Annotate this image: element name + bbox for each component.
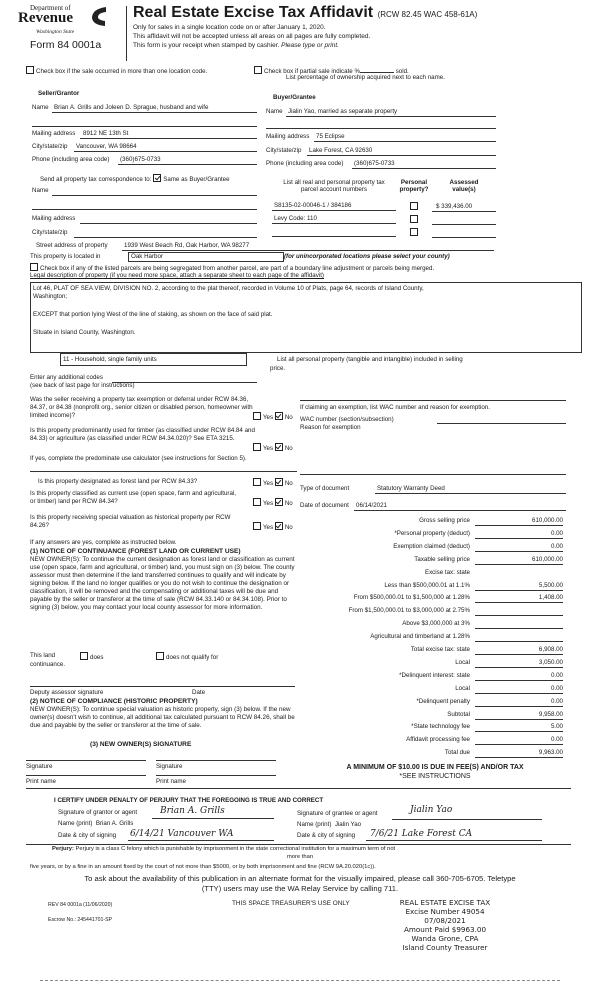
wac-label: WAC number (section/subsection) — [300, 416, 394, 423]
notice1-body: NEW OWNER(S): To continue the current designation as forest land or classification as current use (open space, farm and agricultural, or timber) land, you must sign on (3) below. The county assessor must then determine if the land transferred continues to qualify and will indicate by signing below. If the land no longer qualifies or you do not wish to continue the designation or classification, it will be removed and the compensating or additional taxes will be due and payable by the seller or transferor at the time of sale (RCW 84.33.140 or 84.34.108). Prior to signing (3) below, you may contact your local county assessor for more information. — [30, 556, 295, 611]
stamp-line1: REAL ESTATE EXCISE TAX — [399, 898, 491, 907]
label: Name (print) — [58, 820, 93, 827]
fee-label: Exemption claimed (deduct) — [393, 542, 470, 550]
fee-label: *State technology fee — [411, 723, 470, 731]
yes-label: Yes — [263, 500, 274, 507]
fee-label: Local — [455, 658, 470, 666]
checkbox[interactable] — [156, 652, 164, 660]
corr-city-label: City/state/zip — [32, 229, 68, 236]
buyer-city-label: City/state/zip — [266, 147, 302, 154]
predominate-note: If yes, complete the predominate use calculator (see instructions for Section 5). — [30, 455, 247, 462]
fee-value[interactable]: 0.00 — [475, 736, 563, 745]
print-name-2-field[interactable] — [156, 775, 276, 776]
seller-mailing-label: Mailing address — [32, 130, 76, 137]
buyer-mailing-label: Mailing address — [266, 133, 310, 140]
yes-checkbox[interactable] — [253, 412, 261, 420]
notice2-title: (2) NOTICE OF COMPLIANCE (HISTORIC PROPERTY) — [30, 698, 198, 705]
no-checkbox[interactable] — [275, 498, 283, 506]
print-name-1-field[interactable] — [26, 775, 146, 776]
h2: value(s) — [452, 186, 476, 193]
legal-description-box[interactable] — [30, 282, 582, 353]
no-checkbox[interactable] — [275, 412, 283, 420]
fee-value[interactable]: 610,000.00 — [475, 517, 563, 526]
signature-1-label: Signature — [26, 763, 53, 770]
fee-label: Excise tax: state — [424, 568, 470, 576]
no-label: No — [284, 500, 293, 507]
grantee-name-label — [297, 821, 361, 828]
form-number: Form 84 0001a — [30, 39, 102, 51]
fee-label: From $1,500,000.01 to $3,000,000 at 2.75% — [348, 607, 470, 615]
yes-checkbox[interactable] — [253, 522, 261, 530]
fee-label: Above $3,000,000 at 3% — [402, 620, 470, 628]
yes-no-answer[interactable] — [253, 498, 293, 507]
reason-field[interactable] — [300, 474, 566, 475]
assessed-value[interactable]: $ 339,436.00 — [436, 203, 473, 210]
question-text: Was the seller receiving a property tax exemption or deferral under RCW 84.36, 84.37, or 84.38 (nonprofit org., senior citizen or disabled person, homeowner with limited income)? — [30, 396, 253, 419]
fee-label: Gross selling price — [419, 517, 470, 524]
fee-value[interactable] — [475, 620, 563, 629]
subtitle-2: This affidavit will not be accepted unless all areas on all pages are fully completed. — [133, 33, 371, 40]
buyer-name[interactable]: Jialin Yao, married as separate property — [288, 108, 398, 115]
grantor-name-label — [58, 820, 133, 827]
label: Check box if any of the listed parcels are being segregated from another parcel, are part of a boundary line adjustment or parcels being merged. — [40, 265, 435, 272]
additional-codes-label: Enter any additional codes — [30, 374, 103, 381]
multi-location-check[interactable] — [26, 66, 207, 75]
grantee-sig-label: Signature of grantee or agent — [297, 810, 378, 817]
checkbox[interactable] — [254, 66, 262, 74]
fee-value[interactable]: 0.00 — [475, 672, 563, 681]
location-select[interactable]: Oak Harbor — [128, 252, 284, 262]
yes-no-answer[interactable] — [253, 522, 293, 531]
header-divider — [126, 6, 127, 61]
corr-name-field[interactable] — [52, 195, 257, 196]
fee-value[interactable]: 5,500.00 — [475, 582, 563, 591]
fee-label: Total excise tax: state — [410, 646, 470, 653]
buyer-mailing[interactable]: 75 Eclipse — [316, 133, 345, 140]
grantor-date-label: Date & city of signing — [58, 832, 117, 839]
if-any-note: If any answers are yes, complete as instructed below. — [30, 539, 177, 546]
perjury-text: Perjury is a class C felony which is punishable by imprisonment in the state correctional institution for a maximum term of not — [75, 846, 396, 852]
dor-logo-icon — [88, 5, 108, 27]
fee-label: Agricultural and timberland at 1.28% — [370, 633, 470, 641]
parcel-line — [272, 223, 396, 224]
grantee-signature[interactable]: Jialin Yao — [410, 805, 453, 815]
fee-value[interactable]: 610,000.00 — [475, 556, 563, 565]
this-land-label: This land — [30, 652, 56, 659]
minimum-line2: *SEE INSTRUCTIONS — [399, 773, 471, 780]
deputy-label: Deputy assessor signature — [30, 689, 104, 696]
seller-phone[interactable]: (360)675-0733 — [120, 156, 161, 163]
fee-value[interactable]: 9,958.00 — [475, 711, 563, 720]
h2: parcel account numbers — [300, 186, 368, 193]
no-label: No — [284, 445, 293, 452]
fee-label: *Personal property (deduct) — [394, 529, 470, 537]
assessed-header — [432, 179, 496, 193]
fee-label: Local — [455, 684, 470, 692]
wac-field[interactable] — [437, 423, 566, 424]
h1: Personal — [400, 179, 428, 186]
assessed-line — [432, 211, 496, 212]
doc-date[interactable]: 06/14/2021 — [356, 502, 387, 509]
street-address[interactable]: 1939 West Beach Rd, Oak Harbor, WA 98277 — [124, 242, 250, 249]
located-label: This property is located in — [30, 253, 101, 260]
stamp-line5: Wanda Grone, CPA — [411, 934, 479, 943]
located-note: (for unincorporated locations please select your county) — [284, 253, 450, 260]
additional-codes-note: (see back of last page for instructions) — [30, 382, 135, 389]
legal-3: Situate in Island County, Washington. — [33, 329, 136, 336]
seller-city-label: City/state/zip — [32, 143, 68, 150]
fee-label: *Delinquent penalty — [416, 697, 470, 705]
parcel-number[interactable]: Levy Code: 110 — [274, 215, 317, 222]
rev-number: REV 84 0001a (11/06/2020) — [48, 902, 113, 908]
treasurer-stamp — [380, 898, 510, 952]
grantor-name[interactable]: Brian A. Grills — [95, 820, 134, 827]
subtitle-1: Only for sales in a single location code on or after January 1, 2020. — [133, 24, 326, 31]
certify-title: I CERTIFY UNDER PENALTY OF PERJURY THAT THE FOREGOING IS TRUE AND CORRECT — [54, 797, 324, 804]
deputy-signature-field[interactable] — [30, 686, 295, 687]
fee-label: From $500,000.01 to $1,500,000 at 1.28% — [353, 594, 470, 602]
signature-2-field[interactable] — [156, 760, 276, 761]
access-1: To ask about the availability of this publication in an alternate format for the visually impaired, please call 360-705-6705. Teletype — [84, 874, 516, 883]
signature-2-label: Signature — [156, 763, 183, 770]
fee-value[interactable]: 0.00 — [475, 685, 563, 694]
exemption-claim-label: If claiming an exemption, list WAC number and reason for exemption. — [300, 404, 490, 411]
buyer-phone[interactable]: (360)675-0733 — [354, 160, 395, 167]
does-check[interactable] — [80, 652, 103, 661]
question-text: Is this property classified as current use (open space, farm and agricultural, or timber) land per RCW 84.34? — [30, 490, 237, 505]
stamp-line6: Island County Treasurer — [402, 943, 488, 952]
yes-label: Yes — [263, 524, 274, 531]
fee-value[interactable] — [475, 633, 563, 642]
buyer-city[interactable]: Lake Forest, CA 92630 — [309, 147, 373, 154]
seller-heading: Seller/Grantor — [38, 90, 80, 97]
fee-value[interactable]: 3,050.00 — [475, 659, 563, 668]
legal-1: Lot 46, PLAT OF SEA VIEW, DIVISION NO. 2, according to the plat thereof, recorded in Volume 10 of Plats, page 64, records of Island County, — [33, 285, 424, 292]
corr-mailing-field[interactable] — [80, 223, 257, 224]
perjury-bold: Perjury: — [52, 846, 74, 852]
escrow-number: Escrow No.: 245441701-SP — [48, 917, 113, 923]
personal-property-checkbox[interactable] — [410, 215, 420, 224]
page-title — [133, 4, 477, 22]
perjury-1 — [52, 846, 395, 852]
subtitle-3-text: This form is your receipt when stamped by cashier. — [133, 42, 280, 49]
label: does not qualify for — [166, 654, 219, 661]
seller-mailing[interactable]: 8912 NE 13th St — [83, 130, 129, 137]
yes-label: Yes — [263, 445, 274, 452]
checkbox[interactable] — [410, 215, 418, 223]
correspondence-label — [40, 174, 230, 183]
doc-date-label: Date of document — [300, 502, 349, 509]
corr-name-label: Name — [32, 187, 49, 194]
continuance-label: continuance. — [30, 661, 66, 668]
parcel-number[interactable]: S8135-02-00046-1 / 384186 — [274, 202, 352, 209]
no-label: No — [284, 414, 293, 421]
label: Send all property tax correspondence to: — [40, 176, 152, 183]
stamp-line4: Amount Paid $9963.00 — [403, 925, 487, 934]
fee-value[interactable]: 9,963.00 — [475, 749, 563, 758]
yes-checkbox[interactable] — [253, 498, 261, 506]
same-as-buyer-checkbox[interactable] — [153, 174, 161, 182]
fee-label: *Delinquent interest: state — [399, 671, 470, 679]
yes-no-answer[interactable] — [253, 412, 293, 421]
checkbox[interactable] — [80, 652, 88, 660]
assessed-line — [432, 224, 496, 225]
fee-label: Subtotal — [447, 710, 470, 718]
yes-checkbox[interactable] — [253, 443, 261, 451]
personal-property-checkbox[interactable] — [410, 202, 420, 211]
notice3-title: (3) NEW OWNER(S) SIGNATURE — [90, 741, 192, 748]
access-2: (TTY) users may use the WA Relay Service by calling 711. — [201, 884, 399, 893]
grantor-sig-label: Signature of grantor or agent — [58, 809, 138, 816]
fee-value[interactable] — [475, 607, 563, 616]
title-text: Real Estate Excise Tax Affidavit — [133, 4, 374, 21]
fee-value[interactable]: 0.00 — [475, 698, 563, 707]
fee-value[interactable]: 5.00 — [475, 723, 563, 732]
h1: List all real and personal property tax — [283, 179, 385, 186]
doc-type-label: Type of document — [300, 485, 350, 492]
personal-property-checkbox[interactable] — [410, 228, 420, 237]
grantee-date-label: Date & city of signing — [297, 832, 356, 839]
assessed-line — [432, 237, 496, 238]
segregated-check[interactable] — [30, 263, 434, 272]
legal-2: EXCEPT that portion lying West of the line of staking, as shown on the face of said plat. — [33, 311, 273, 318]
question-text: Is this property predominantly used for timber (as classified under RCW 84.84 and 84.33) or agriculture (as classified under RCW 84.34.020)? See ETA 3215. — [30, 427, 255, 442]
label: Check box if partial sale indicate % — [264, 68, 360, 75]
no-label: No — [284, 480, 293, 487]
corr-city-field[interactable] — [74, 237, 257, 238]
grantor-signature[interactable]: Brian A. Grills — [160, 806, 225, 816]
same-label: Same as Buyer/Grantee — [163, 176, 230, 183]
checkbox[interactable] — [410, 202, 418, 210]
fee-value[interactable]: 0.00 — [475, 530, 563, 539]
fee-value[interactable]: 0.00 — [475, 543, 563, 552]
fee-value[interactable]: 1,408.00 — [475, 594, 563, 603]
legal-label: Legal description of property (if you need more space, attach a separate sheet to each page of the affidavit) — [30, 272, 324, 279]
checkbox[interactable] — [26, 66, 34, 74]
subtitle-3 — [133, 42, 339, 49]
h1: Assessed — [449, 179, 479, 186]
fee-label: Total due — [444, 749, 470, 757]
notice1-title: (1) NOTICE OF CONTINUANCE (FOREST LAND OR CURRENT USE) — [30, 548, 241, 555]
signature-1-field[interactable] — [26, 760, 146, 761]
minimum-line1: A MINIMUM OF $10.00 IS DUE IN FEE(S) AND/OR TAX — [346, 764, 524, 771]
parcel-header — [272, 179, 396, 193]
print-name-1-label: Print name — [26, 778, 56, 785]
yes-no-answer[interactable] — [253, 443, 293, 452]
dept-line3: Washington State — [36, 29, 75, 35]
dept-revenue-logo-text: Revenue — [18, 10, 73, 26]
reason-label: Reason for exemption — [300, 424, 361, 431]
does-not-check[interactable] — [156, 652, 218, 661]
notice2-body: NEW OWNER(S): To continue special valuation as historic property, sign (3) below. If the new owner(s) doesn't wish to continue, all additional tax calculated pursuant to RCW 84.26, shall be due and payable by the seller or transferor at the time of sale. — [30, 706, 295, 729]
corr-mailing-label: Mailing address — [32, 215, 76, 222]
grantor-date-city[interactable]: 6/14/21 Vancouver WA — [130, 829, 234, 839]
no-checkbox[interactable] — [275, 443, 283, 451]
personal-property-label2: price. — [270, 365, 286, 372]
checkbox[interactable] — [30, 263, 38, 271]
perjury-1b: more than — [286, 854, 314, 860]
sold-label: sold. — [395, 68, 409, 75]
no-label: No — [284, 524, 293, 531]
yes-checkbox[interactable] — [253, 478, 261, 486]
partial-note: List percentage of ownership acquired next to each name. — [286, 74, 445, 81]
question-text: Is this property designated as forest land per RCW 84.33? — [38, 478, 198, 485]
seller-phone-label: Phone (including area code) — [32, 156, 110, 163]
buyer-phone-label: Phone (including area code) — [266, 160, 344, 167]
seller-name[interactable]: Brian A. Grills and Joleen D. Sprague, husband and wife — [54, 104, 209, 111]
title-ref: (RCW 82.45 WAC 458-61A) — [377, 10, 478, 19]
personal-header — [398, 179, 430, 193]
yes-label: Yes — [263, 414, 274, 421]
print-name-2-label: Print name — [156, 778, 186, 785]
date-label: Date — [192, 689, 206, 696]
label: Name (print) — [297, 821, 332, 828]
fee-label: Affidavit processing fee — [406, 736, 470, 744]
use-code-select[interactable]: 11 - Household, single family units — [60, 353, 247, 366]
personal-property-label: List all personal property (tangible and intangible) included in selling — [277, 356, 463, 363]
checkbox[interactable] — [410, 228, 418, 236]
perjury-2: five years, or by a fine in an amount fixed by the court of not more than $5000, or by both imprisonment and fine (RCW 9A.20.020(1c)). — [30, 864, 376, 870]
stamp-line2: Excise Number 49054 — [405, 907, 485, 916]
yes-label: Yes — [263, 480, 274, 487]
fee-value[interactable]: 6,908.00 — [475, 646, 563, 655]
scan-edge — [40, 980, 560, 981]
dept-line1: Department of — [30, 4, 71, 12]
seller-city[interactable]: Vancouver, WA 98664 — [76, 143, 137, 150]
stamp-line3: 07/08/2021 — [424, 916, 466, 925]
grantee-date-city[interactable]: 7/6/21 Lake Forest CA — [370, 829, 473, 839]
label: Check box if the sale occurred in more than one location code. — [36, 68, 208, 75]
parcel-line — [272, 236, 396, 237]
legal-1b: Washington; — [33, 293, 68, 300]
buyer-name-label: Name — [266, 108, 283, 115]
fee-label: Less than $500,000.01 at 1.1% — [384, 581, 470, 589]
doc-type[interactable]: Statutory Warranty Deed — [377, 485, 445, 492]
h2: property? — [399, 186, 429, 193]
grantee-name[interactable]: Jialin Yao — [334, 821, 362, 828]
seller-name-label: Name — [32, 104, 49, 111]
label: does — [90, 654, 104, 661]
partial-percent-field[interactable] — [360, 72, 394, 73]
no-checkbox[interactable] — [275, 478, 283, 486]
parcel-line — [272, 210, 396, 211]
subtitle-3-italic: Please type or print. — [281, 42, 339, 49]
yes-no-answer[interactable] — [253, 478, 293, 487]
treasurer-use-label: THIS SPACE TREASURER'S USE ONLY — [232, 900, 350, 907]
no-checkbox[interactable] — [275, 522, 283, 530]
question-text: Is this property receiving special valuation as historical property per RCW 84.26? — [30, 514, 231, 529]
buyer-heading: Buyer/Grantee — [273, 94, 316, 101]
fee-label: Taxable selling price — [414, 555, 470, 563]
street-label: Street address of property — [36, 242, 108, 249]
